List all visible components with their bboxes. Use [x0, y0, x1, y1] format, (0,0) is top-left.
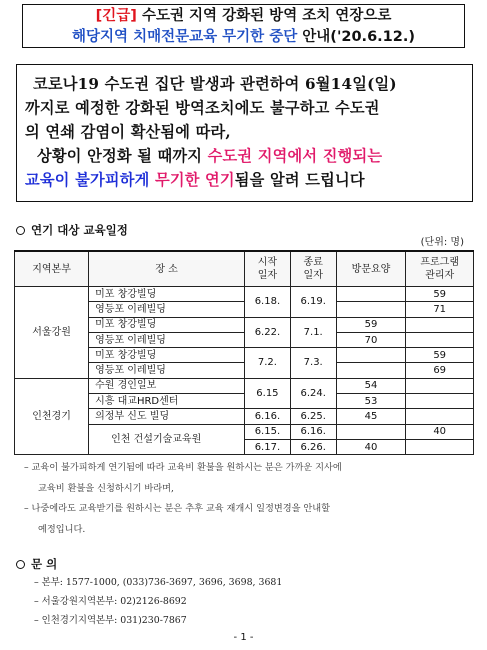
unit-label: (단위: 명) — [420, 237, 464, 248]
notice-line: 까지로 예정한 강화된 방역조치에도 불구하고 수도권 — [25, 99, 380, 117]
title-line1: 수도권 지역 강화된 방역 조치 연장으로 — [136, 8, 392, 24]
table-row: 영등포 이레빌딩 70 — [15, 332, 474, 347]
schedule-table — [14, 250, 474, 455]
contact-list — [34, 573, 282, 631]
notice-text: 됨을 알려 드립니다 — [234, 171, 365, 189]
notice-highlight: 수도권 지역에서 진행되는 — [207, 147, 383, 165]
title-line2: 안내('20.6.12.) — [297, 29, 415, 45]
region-cell: 서울강원 — [15, 287, 89, 379]
notice-text: 상황이 안정화 될 때까지 — [37, 147, 208, 165]
title-line2-highlight: 해당지역 치매전문교육 무기한 중단 — [72, 29, 298, 45]
table-row: 인천 건설기술교육원 6.15. 6.16. 40 — [15, 424, 474, 439]
table-row: 시흥 대교HRD센터 53 — [15, 394, 474, 409]
col-start: 시작 일자 — [245, 251, 291, 287]
urgent-tag: [긴급] — [95, 8, 137, 24]
section-title: 연기 대상 교육일정 — [16, 222, 128, 238]
contact-title: 문 의 — [16, 556, 57, 572]
table-row: 서울강원 미포 창강빌딩 6.18. 6.19. 59 — [15, 287, 474, 302]
table-row: 의정부 신도 빌딩 6.16. 6.25. 45 — [15, 409, 474, 424]
contact-item: – 서울강원지역본부: 02)2126-8692 — [34, 596, 187, 608]
notes — [24, 458, 474, 540]
notice-highlight: 교육이 불가피하게 — [25, 171, 155, 189]
note-line: 교육비 환불을 신청하시기 바라며, — [38, 482, 174, 494]
circle-bullet-icon — [16, 560, 25, 569]
note-line: – 교육이 불가피하게 연기됨에 따라 교육비 환불을 원하시는 분은 가까운 지사에 — [24, 462, 342, 473]
table-row: 미포 창강빌딩 7.2. 7.3. 59 — [15, 348, 474, 363]
page-number: - 1 - — [233, 632, 254, 643]
note-line: – 나중에라도 교육받기를 원하시는 분은 추후 교육 재개시 일정변경을 안내할 — [24, 503, 331, 514]
table-row: 영등포 이레빌딩 69 — [15, 363, 474, 378]
contact-item: – 인천경기지역본부: 031)230-7867 — [34, 615, 187, 627]
notice-line: 의 연쇄 감염이 확산됨에 따라, — [25, 123, 231, 141]
table-row: 6.17. 6.26. 40 — [15, 439, 474, 454]
title-box — [22, 4, 465, 48]
table-row: 인천경기 수원 경인일보 6.15 6.24. 54 — [15, 378, 474, 393]
note-line: 예정입니다. — [38, 523, 86, 535]
region-cell: 인천경기 — [15, 378, 89, 454]
table-row: 미포 창강빌딩 6.22. 7.1. 59 — [15, 317, 474, 332]
col-end: 종료 일자 — [290, 251, 336, 287]
col-program: 프로그램 관리자 — [406, 251, 474, 287]
table-row: 영등포 이레빌딩 71 — [15, 302, 474, 317]
circle-bullet-icon — [16, 226, 25, 235]
notice-highlight: 무기한 연기 — [154, 171, 235, 189]
notice-line: 코로나19 수도권 집단 발생과 관련하여 6월14일(일) — [33, 75, 397, 93]
notice-box — [16, 64, 473, 202]
col-place: 장 소 — [89, 251, 245, 287]
col-region: 지역본부 — [15, 251, 89, 287]
table-header-row — [15, 251, 474, 287]
contact-item: – 본부: 1577-1000, (033)736-3697, 3696, 3698, 3681 — [34, 577, 283, 588]
col-visit: 방문요양 — [336, 251, 406, 287]
